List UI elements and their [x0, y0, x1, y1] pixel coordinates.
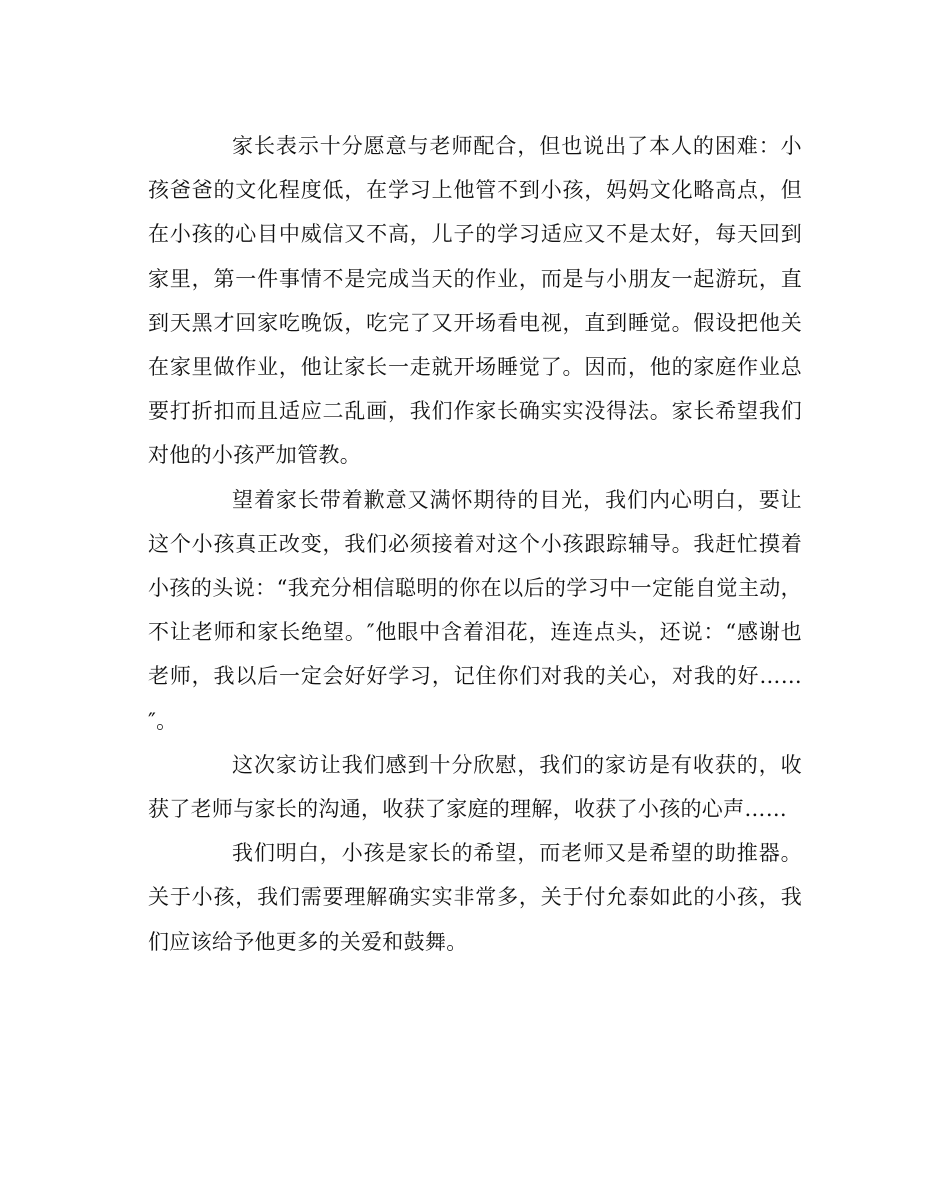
paragraph-1: 家长表示十分愿意与老师配合，但也说出了本人的困难：小孩爸爸的文化程度低，在学习上他管不到小孩，妈妈文化略高点，但在小孩的心目中威信又不高，儿子的学习适应又不是太好，每天回到家里，第一件事情不是完成当天的作业，而是与小朋友一起游玩，直到天黑才回家吃晚饭，吃完了又开场看电视，直到睡觉。假设把他关在家里做作业，他让家长一走就开场睡觉了。因而，他的家庭作业总要打折扣而且适应二乱画，我们作家长确实实没得法。家长希望我们对他的小孩严加管教。: [148, 134, 802, 468]
document-body: [148, 124, 802, 964]
paragraph-3: 这次家访让我们感到十分欣慰，我们的家访是有收获的，收获了老师与家长的沟通，收获了家庭的理解，收获了小孩的心声……: [148, 752, 802, 822]
paragraph-4: 我们明白，小孩是家长的希望，而老师又是希望的助推器。关于小孩，我们需要理解确实实非常多，关于付允泰如此的小孩，我们应该给予他更多的关爱和鼓舞。: [148, 841, 802, 954]
paragraph-2: 望着家长带着歉意又满怀期待的目光，我们内心明白，要让这个小孩真正改变，我们必须接着对这个小孩跟踪辅导。我赶忙摸着小孩的头说：“我充分相信聪明的你在以后的学习中一定能自觉主动，不让老师和家长绝望。″他眼中含着泪花，连连点头，还说：“感谢也老师，我以后一定会好好学习，记住你们对我的关心，对我的好……″。: [148, 487, 802, 733]
